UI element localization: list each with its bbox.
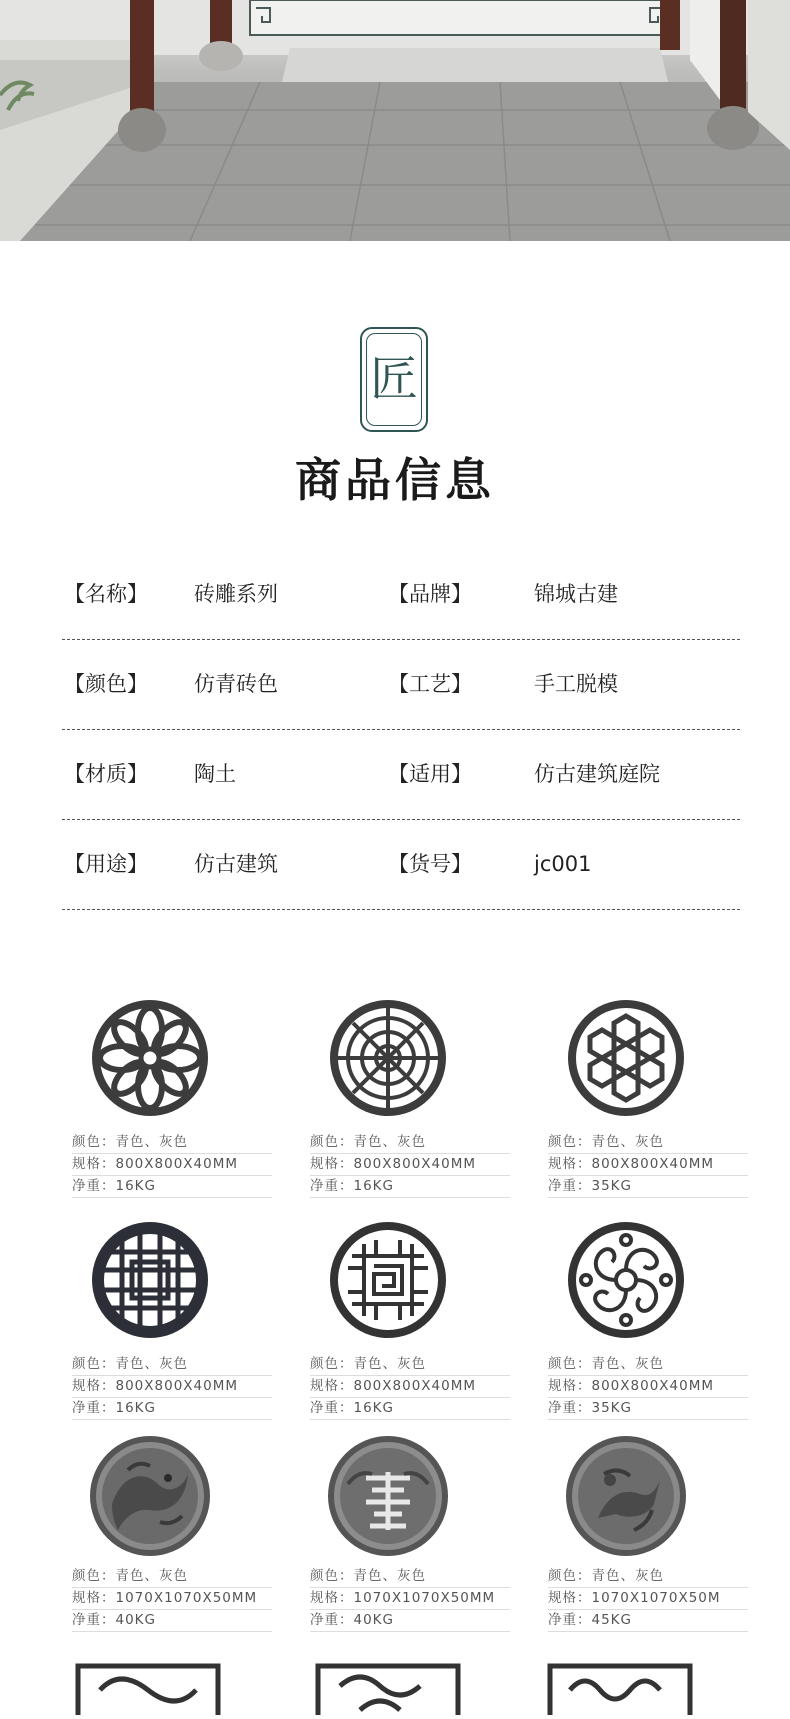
badge-glyph: 匠: [369, 351, 418, 407]
lattice-window-pattern-image: [88, 1218, 212, 1342]
craftsman-badge: [360, 327, 428, 432]
product-card[interactable]: [62, 1434, 282, 1644]
product-spec: 颜色：青色、灰色 规格：800X800X40MM 净重：16KG: [310, 1354, 510, 1420]
info-value: 仿古建筑: [194, 852, 278, 876]
longevity-symbol-relief-image: [326, 1434, 450, 1558]
info-value: jc001: [534, 852, 592, 876]
product-spec: 颜色：青色、灰色 规格：800X800X40MM 净重：16KG: [72, 1132, 272, 1198]
info-value: 锦城古建: [534, 582, 618, 606]
rectangular-lattice-panels-image: [0, 1660, 790, 1715]
info-key: 【颜色】: [64, 672, 148, 696]
product-card[interactable]: [62, 996, 282, 1206]
info-value: 仿青砖色: [194, 672, 278, 696]
hero-photo: [0, 0, 790, 241]
meander-fret-pattern-image: [326, 1218, 450, 1342]
product-card[interactable]: [538, 1434, 758, 1644]
info-row: [62, 550, 740, 640]
info-row: [62, 640, 740, 730]
swirl-scroll-pattern-image: [564, 1218, 688, 1342]
product-spec: 颜色：青色、灰色 规格：1070X1070X50MM 净重：40KG: [310, 1566, 510, 1632]
info-row: [62, 730, 740, 820]
info-row: [62, 820, 740, 910]
product-spec: 颜色：青色、灰色 规格：800X800X40MM 净重：35KG: [548, 1132, 748, 1198]
product-card[interactable]: [538, 1218, 758, 1428]
product-spec: 颜色：青色、灰色 规格：1070X1070X50M 净重：45KG: [548, 1566, 748, 1632]
product-spec: 颜色：青色、灰色 规格：1070X1070X50MM 净重：40KG: [72, 1566, 272, 1632]
info-value: 砖雕系列: [194, 582, 278, 606]
product-card[interactable]: [62, 1218, 282, 1428]
info-key: 【材质】: [64, 762, 148, 786]
product-spec: 颜色：青色、灰色 规格：800X800X40MM 净重：16KG: [72, 1354, 272, 1420]
product-card[interactable]: [300, 1218, 520, 1428]
product-info-table: [62, 550, 740, 910]
chrysanthemum-pattern-image: [326, 996, 450, 1120]
partial-panel-row: [0, 1660, 790, 1715]
lotus-flower-pattern-image: [88, 996, 212, 1120]
info-key: 【品牌】: [388, 582, 472, 606]
dragon-relief-image: [88, 1434, 212, 1558]
section-title: 商品信息: [295, 453, 495, 507]
info-value: 陶土: [194, 762, 236, 786]
info-key: 【货号】: [388, 852, 472, 876]
product-card[interactable]: [538, 996, 758, 1206]
product-spec: 颜色：青色、灰色 规格：800X800X40MM 净重：35KG: [548, 1354, 748, 1420]
info-key: 【用途】: [64, 852, 148, 876]
info-key: 【适用】: [388, 762, 472, 786]
product-card[interactable]: [300, 996, 520, 1206]
info-value: 仿古建筑庭院: [534, 762, 660, 786]
product-spec: 颜色：青色、灰色 规格：800X800X40MM 净重：16KG: [310, 1132, 510, 1198]
info-key: 【工艺】: [388, 672, 472, 696]
hexagon-pattern-image: [564, 996, 688, 1120]
info-value: 手工脱模: [534, 672, 618, 696]
bird-and-flower-relief-image: [564, 1434, 688, 1558]
info-key: 【名称】: [64, 582, 148, 606]
product-card[interactable]: [300, 1434, 520, 1644]
